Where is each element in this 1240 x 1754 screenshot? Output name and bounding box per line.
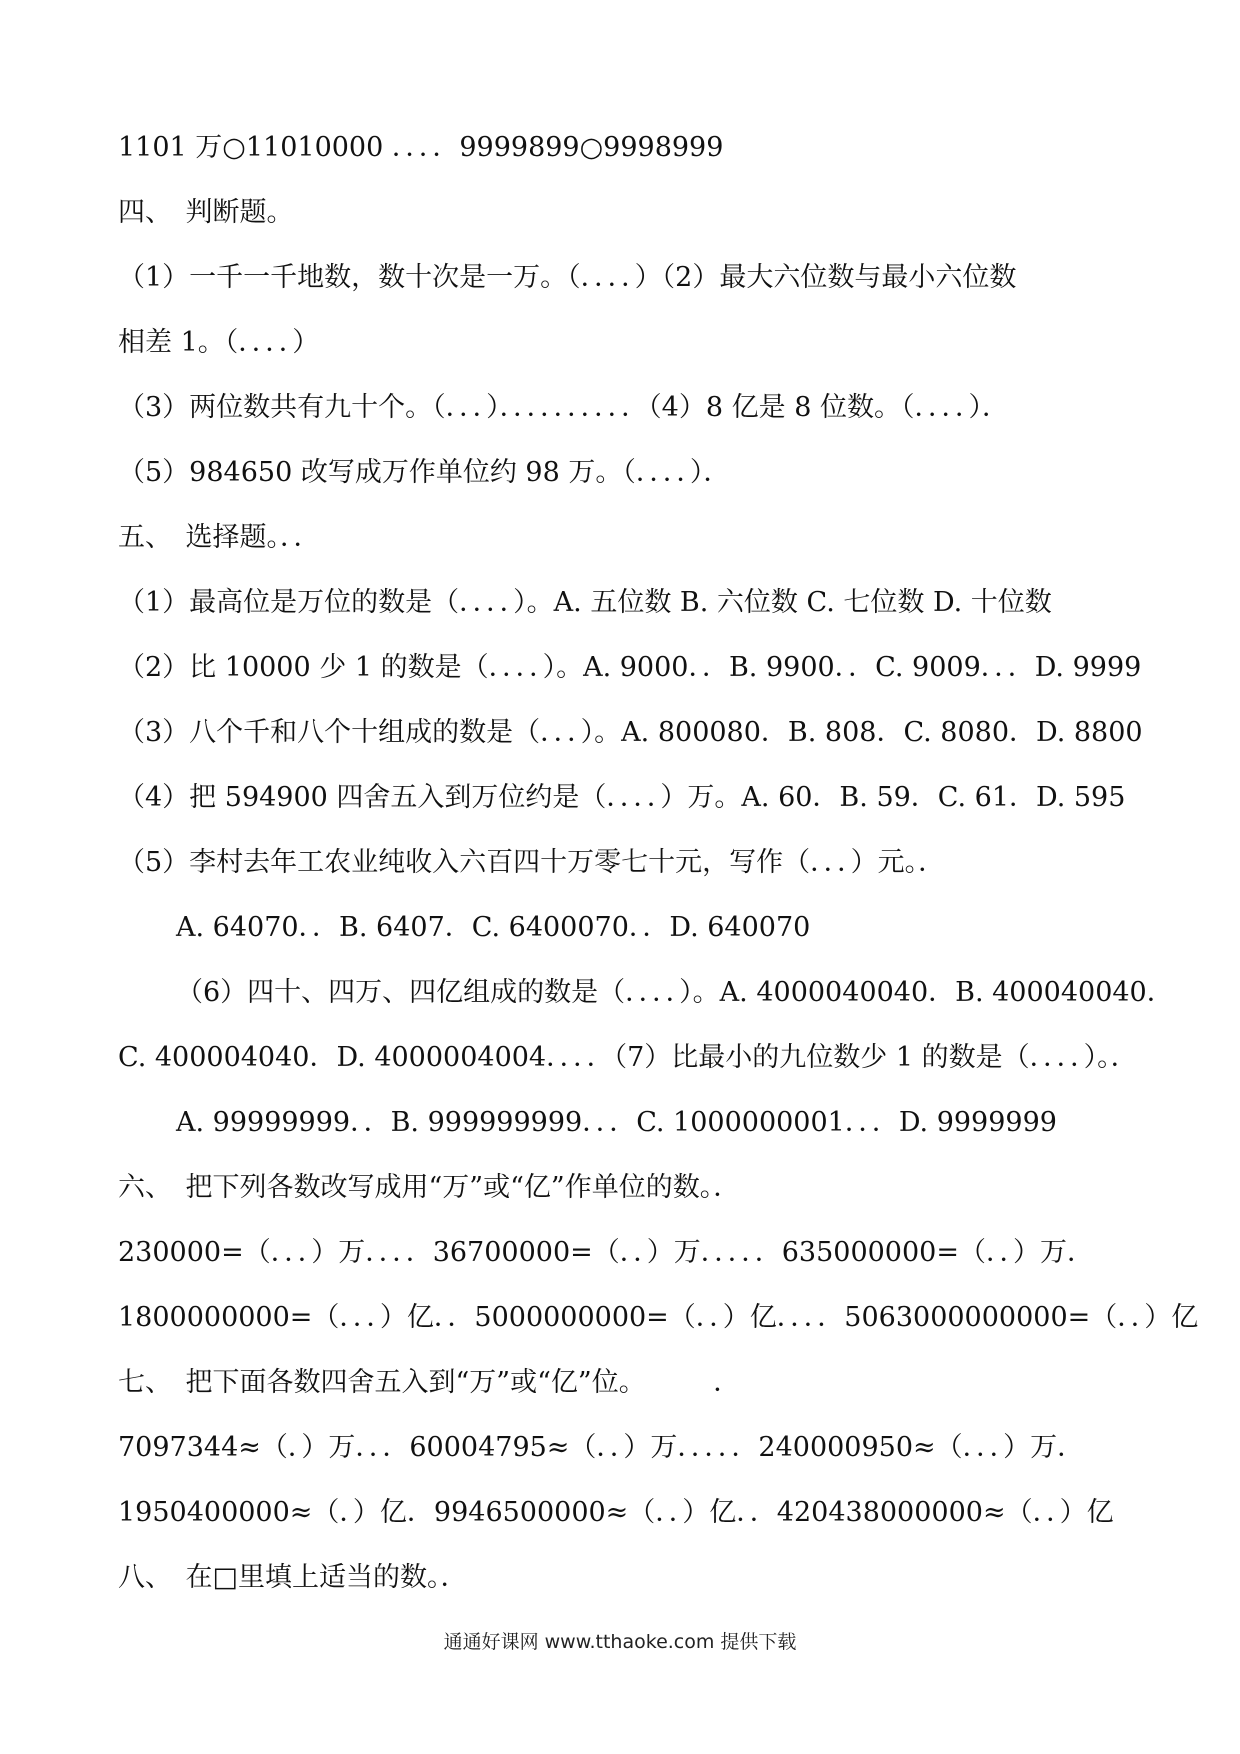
choice-item-3: （3）八个千和八个十组成的数是（．．．）。A. 800080．B. 808．C. 8080．D. 8800 (118, 717, 1143, 748)
choice-item-5-options: A. 64070．．B. 6407．C. 6400070．．D. 640070 (176, 912, 811, 943)
choice-item-1: （1）最高位是万位的数是（．．．．）。A. 五位数 B. 六位数 C. 七位数 D. 十位数 (118, 587, 1052, 618)
choice-item-7-options: A. 99999999．．B. 999999999．．．C. 1000000001．．．D. 9999999 (176, 1107, 1057, 1138)
rewrite-row-1: 230000=（．．．）万．．．．36700000=（．．）万．．．．．635000000=（．．）万． (118, 1237, 1094, 1268)
compare-line: 1101 万○11010000 ．．．．9999899○9998999 (118, 132, 724, 163)
choice-item-6-7: C. 400004040．D. 4000004004．．．．（7）比最小的九位数少 1 的数是（．．．．）。． (118, 1042, 1138, 1073)
rewrite-row-2: 1800000000=（．．．）亿．．5000000000=（．．）亿．．．．5063000000000=（．．）亿 (118, 1302, 1199, 1333)
section-7-heading: 七、 把下面各数四舍五入到“万”或“亿”位。 ． (118, 1367, 741, 1398)
section-5-heading: 五、 选择题。．． (118, 522, 321, 553)
judge-item-1-2: （1）一千一千地数，数十次是一万。（．．．．）（2）最大六位数与最小六位数 (118, 262, 1017, 293)
choice-item-5: （5）李村去年工农业纯收入六百四十万零七十元，写作（．．．）元。． (118, 847, 946, 878)
footer-watermark: 通通好课网 www.tthaoke.com 提供下载 (443, 1631, 797, 1653)
judge-item-5: （5）984650 改写成万作单位约 98 万。（．．．．）． (118, 457, 731, 488)
section-8-heading: 八、 在□里填上适当的数。． (118, 1562, 468, 1593)
round-row-1: 7097344≈（．）万．．．60004795≈（．．）万．．．．．240000950≈（．．．）万． (118, 1432, 1085, 1463)
round-row-2: 1950400000≈（．）亿．9946500000≈（．．）亿．．420438000000≈（．．）亿 (118, 1497, 1114, 1528)
choice-item-2: （2）比 10000 少 1 的数是（．．．．）。A. 9000．．B. 9900．．C. 9009．．．D. 9999 (118, 652, 1142, 683)
section-6-heading: 六、 把下列各数改写成用“万”或“亿”作单位的数。． (118, 1172, 741, 1203)
choice-item-4: （4）把 594900 四舍五入到万位约是（．．．．）万。A. 60．B. 59．C. 61．D. 595 (118, 782, 1126, 813)
judge-item-3-4: （3）两位数共有九十个。（．．．）．．．．．．．．．．（4）8 亿是 8 位数。（．．．．）． (118, 392, 1009, 423)
section-4-heading: 四、 判断题。 (118, 197, 294, 228)
choice-item-6: （6）四十、四万、四亿组成的数是（．．．．）。A. 4000040040．B. 400040040． (176, 977, 1174, 1008)
judge-item-2-cont: 相差 1。（．．．．） (118, 327, 320, 358)
